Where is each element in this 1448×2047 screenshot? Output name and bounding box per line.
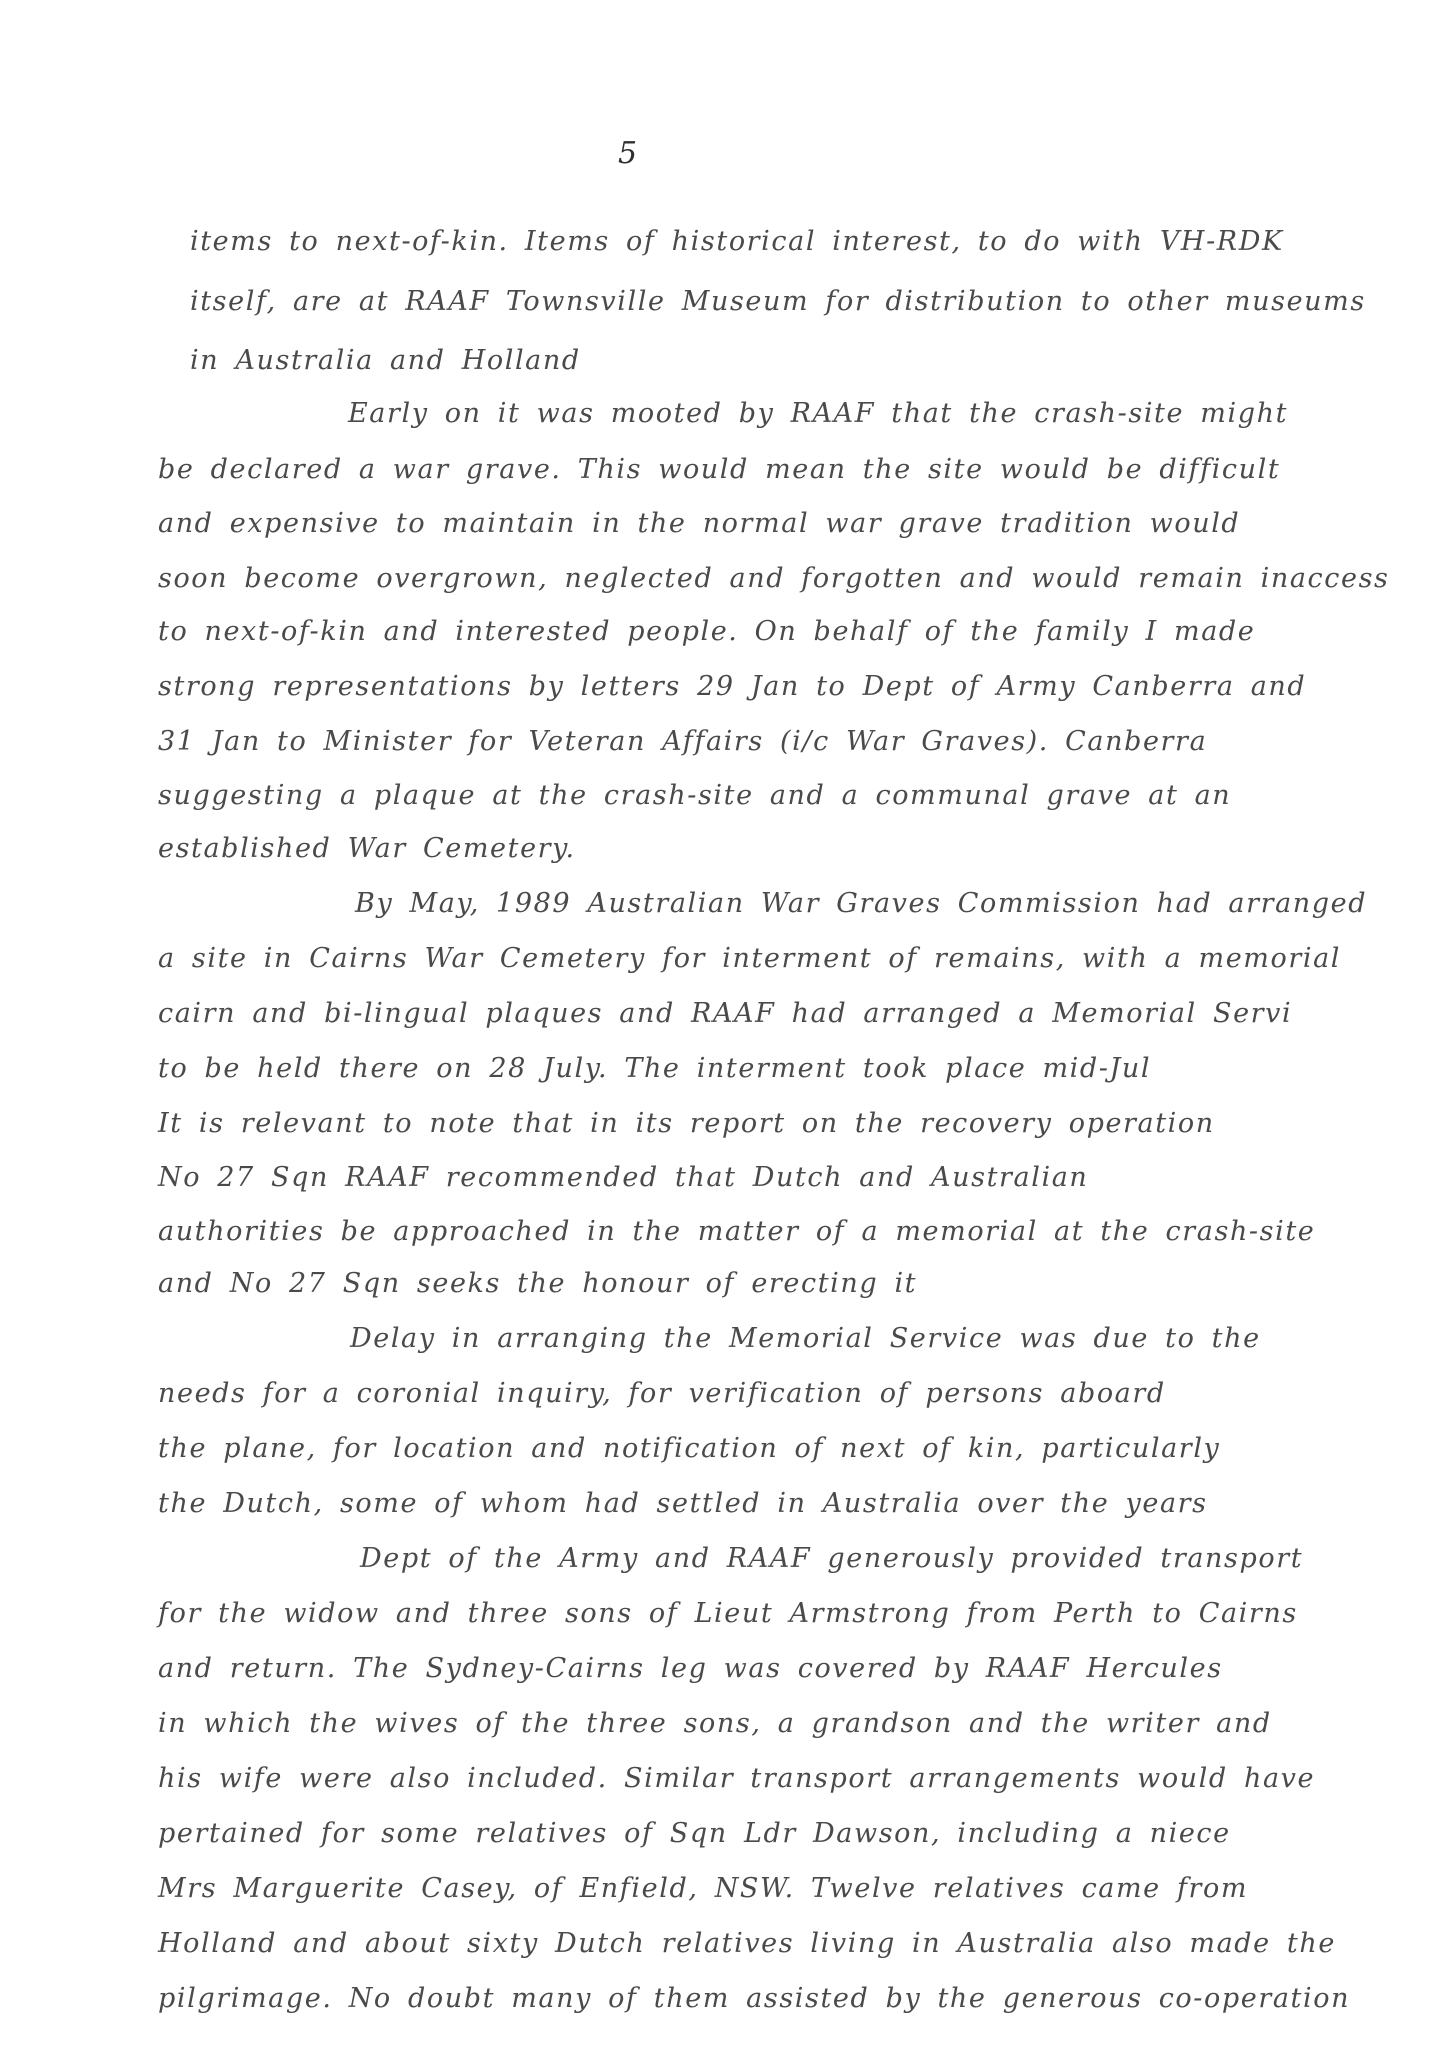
text-line: the plane, for location and notification of next of kin, particularly	[158, 1433, 1221, 1464]
text-line: authorities be approached in the matter of a memorial at the crash-site	[158, 1216, 1316, 1247]
text-line: pertained for some relatives of Sqn Ldr Dawson, including a niece	[158, 1818, 1231, 1849]
text-line: and return. The Sydney-Cairns leg was covered by RAAF Hercules	[158, 1653, 1223, 1684]
page-number: 5	[618, 136, 638, 171]
text-line: to be held there on 28 July. The interment took place mid-Jul	[158, 1053, 1152, 1084]
text-line: pilgrimage. No doubt many of them assisted by the generous co-operation	[158, 1983, 1351, 2014]
text-line: and No 27 Sqn seeks the honour of erecting it	[158, 1268, 918, 1299]
text-line: itself, are at RAAF Townsville Museum for distribution to other museums	[190, 286, 1366, 317]
text-line: No 27 Sqn RAAF recommended that Dutch and Australian	[158, 1162, 1089, 1193]
text-line: Dept of the Army and RAAF generously provided transport	[360, 1543, 1304, 1574]
text-line: Early on it was mooted by RAAF that the crash-site might	[348, 398, 1289, 429]
text-line: Mrs Marguerite Casey, of Enfield, NSW. Twelve relatives came from	[158, 1873, 1249, 1904]
text-line: the Dutch, some of whom had settled in Australia over the years	[158, 1488, 1208, 1519]
text-line: his wife were also included. Similar transport arrangements would have	[158, 1763, 1316, 1794]
text-line: suggesting a plaque at the crash-site and a communal grave at an	[158, 780, 1232, 811]
text-line: Holland and about sixty Dutch relatives living in Australia also made the	[158, 1928, 1336, 1959]
text-line: soon become overgrown, neglected and forgotten and would remain inaccess	[158, 563, 1390, 594]
text-line: a site in Cairns War Cemetery for interment of remains, with a memorial	[158, 943, 1342, 974]
text-line: needs for a coronial inquiry, for verification of persons aboard	[158, 1378, 1166, 1409]
text-line: Delay in arranging the Memorial Service was due to the	[350, 1323, 1261, 1354]
text-line: and expensive to maintain in the normal war grave tradition would	[158, 508, 1241, 539]
text-line: strong representations by letters 29 Jan to Dept of Army Canberra and	[158, 671, 1307, 702]
text-line: cairn and bi-lingual plaques and RAAF had arranged a Memorial Servi	[158, 998, 1293, 1029]
text-line: to next-of-kin and interested people. On behalf of the family I made	[158, 616, 1256, 647]
text-line: It is relevant to note that in its report on the recovery operation	[158, 1108, 1215, 1139]
text-line: established War Cemetery.	[158, 833, 576, 864]
text-line: in Australia and Holland	[190, 345, 581, 376]
text-line: By May, 1989 Australian War Graves Commission had arranged	[355, 888, 1368, 919]
text-line: for the widow and three sons of Lieut Armstrong from Perth to Cairns	[158, 1598, 1298, 1629]
text-line: 31 Jan to Minister for Veteran Affairs (i/c War Graves). Canberra	[158, 726, 1208, 757]
text-line: in which the wives of the three sons, a grandson and the writer and	[158, 1708, 1272, 1739]
text-line: be declared a war grave. This would mean the site would be difficult	[158, 454, 1281, 485]
text-line: items to next-of-kin. Items of historical interest, to do with VH-RDK	[190, 226, 1284, 257]
